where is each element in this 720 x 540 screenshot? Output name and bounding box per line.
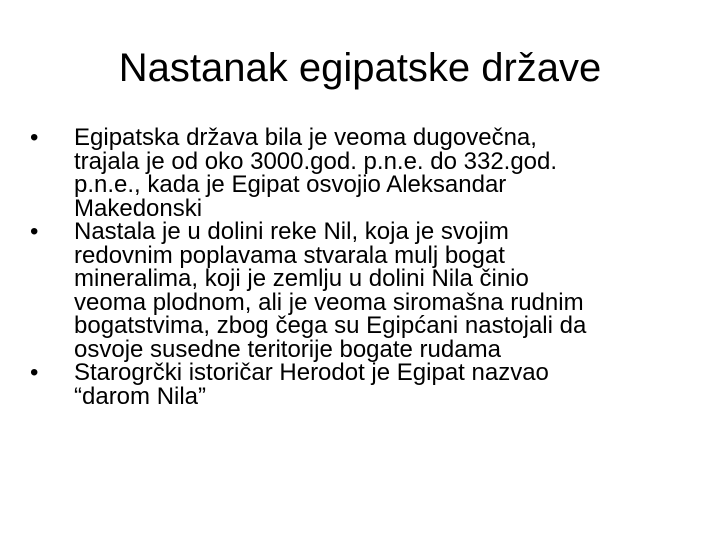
bullet-icon: • — [30, 218, 39, 245]
bullet-item — [30, 126, 690, 220]
bullet-item — [30, 220, 690, 361]
bullet-text-line: Egipatska država bila je veoma dugovečna, — [74, 124, 537, 151]
bullet-list — [30, 126, 690, 408]
bullet-text-line: “darom Nila” — [74, 382, 207, 410]
bullet-text-line: veoma plodnom, ali je veoma siromašna rudnim — [74, 288, 584, 316]
bullet-icon: • — [30, 359, 39, 386]
bullet-text-line: Starogrčki istoričar Herodot je Egipat nazvao — [74, 359, 549, 386]
bullet-text-line: bogatstvima, zbog čega su Egipćani nastojali da — [74, 312, 587, 339]
bullet-item — [30, 361, 690, 408]
bullet-text-line: Makedonski — [74, 194, 203, 222]
slide-title: Nastanak egipatske države — [118, 46, 602, 90]
bullet-text-line: redovnim poplavama stvarala mulj bogat — [74, 241, 505, 269]
bullet-icon: • — [30, 124, 39, 151]
bullet-text-line: osvoje susedne teritorije bogate rudama — [74, 335, 501, 363]
bullet-text-line: trajala je od oko 3000.god. p.n.e. do 332.god. — [74, 147, 558, 175]
bullet-text-line: p.n.e., kada je Egipat osvojio Aleksandar — [74, 171, 507, 198]
bullet-text-line: Nastala je u dolini reke Nil, koja je svojim — [74, 218, 509, 245]
bullet-text-line: mineralima, koji je zemlju u dolini Nila činio — [74, 265, 529, 292]
